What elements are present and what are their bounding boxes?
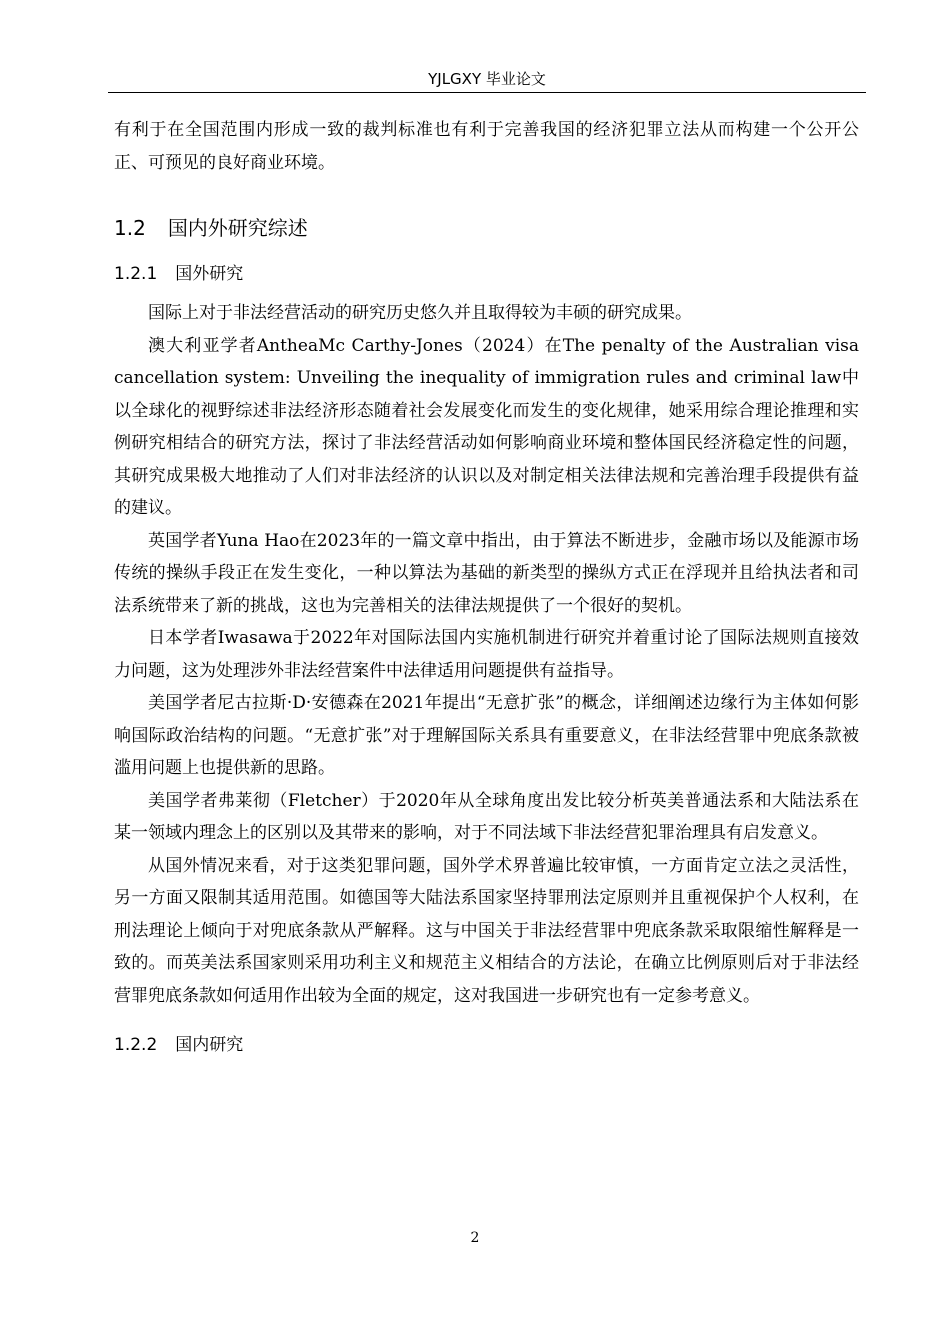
paragraph: 国际上对于非法经营活动的研究历史悠久并且取得较为丰硕的研究成果。	[148, 303, 692, 323]
subsection-heading-foreign	[114, 257, 859, 291]
subsection-heading-domestic	[114, 1028, 859, 1062]
header-title: YJLGXY 毕业论文	[428, 70, 546, 88]
subsection-number: 1.2.1	[114, 264, 158, 284]
page-number: 2	[470, 1230, 480, 1246]
paragraph: 美国学者弗莱彻（Fletcher）于2020年从全球角度出发比较分析英美普通法系和大陆法系在某一领域内理念上的区别以及其带来的影响，对于不同法域下非法经营犯罪治理具有启发意义。	[114, 790, 859, 843]
document-body	[114, 114, 859, 1068]
subsection-title: 国内研究	[175, 1035, 244, 1055]
section-number: 1.2	[114, 216, 146, 240]
paragraph: 澳大利亚学者AntheaMc Carthy-Jones（2024）在The penalty of the Australian visa cancellation system: Unveiling the inequality of immigration rules and criminal law中以全球化的视野综述非法经济形态随着社会发展变化而发生的变化规律，她采用综合理论推理和实例研究相结合的研究方法，探讨了非法经营活动如何影响商业环境和整体国民经济稳定性的问题，其研究成果极大地推动了人们对非法经济的认识以及对制定相关法律法规和完善治理手段提供有益的建议。	[114, 335, 859, 518]
paragraph: 英国学者Yuna Hao在2023年的一篇文章中指出，由于算法不断进步，金融市场以及能源市场传统的操纵手段正在发生变化，一种以算法为基础的新类型的操纵方式正在浮现并且给执法者和司法系统带来了新的挑战，这也为完善相关的法律法规提供了一个很好的契机。	[114, 530, 859, 616]
subsection-title: 国外研究	[175, 264, 244, 284]
paragraph: 日本学者Iwasawa于2022年对国际法国内实施机制进行研究并着重讨论了国际法规则直接效力问题，这为处理涉外非法经营案件中法律适用问题提供有益指导。	[114, 628, 859, 681]
intro-paragraph: 有利于在全国范围内形成一致的裁判标准也有利于完善我国的经济犯罪立法从而构建一个公开公正、可预见的良好商业环境。	[114, 120, 859, 173]
page-header	[108, 66, 866, 93]
section-heading	[114, 203, 859, 253]
paragraph: 从国外情况来看，对于这类犯罪问题，国外学术界普遍比较审慎，一方面肯定立法之灵活性，另一方面又限制其适用范围。如德国等大陆法系国家坚持罪刑法定原则并且重视保护个人权利，在刑法理论上倾向于对兜底条款从严解释。这与中国关于非法经营罪中兜底条款采取限缩性解释是一致的。而英美法系国家则采用功利主义和规范主义相结合的方法论，在确立比例原则后对于非法经营罪兜底条款如何适用作出较为全面的规定，这对我国进一步研究也有一定参考意义。	[114, 855, 859, 1006]
section-title: 国内外研究综述	[167, 216, 308, 240]
paragraph: 美国学者尼古拉斯·D·安德森在2021年提出“无意扩张”的概念，详细阐述边缘行为主体如何影响国际政治结构的问题。“无意扩张”对于理解国际关系具有重要意义，在非法经营罪中兜底条款被滥用问题上也提供新的思路。	[114, 693, 859, 778]
subsection-number: 1.2.2	[114, 1035, 158, 1055]
